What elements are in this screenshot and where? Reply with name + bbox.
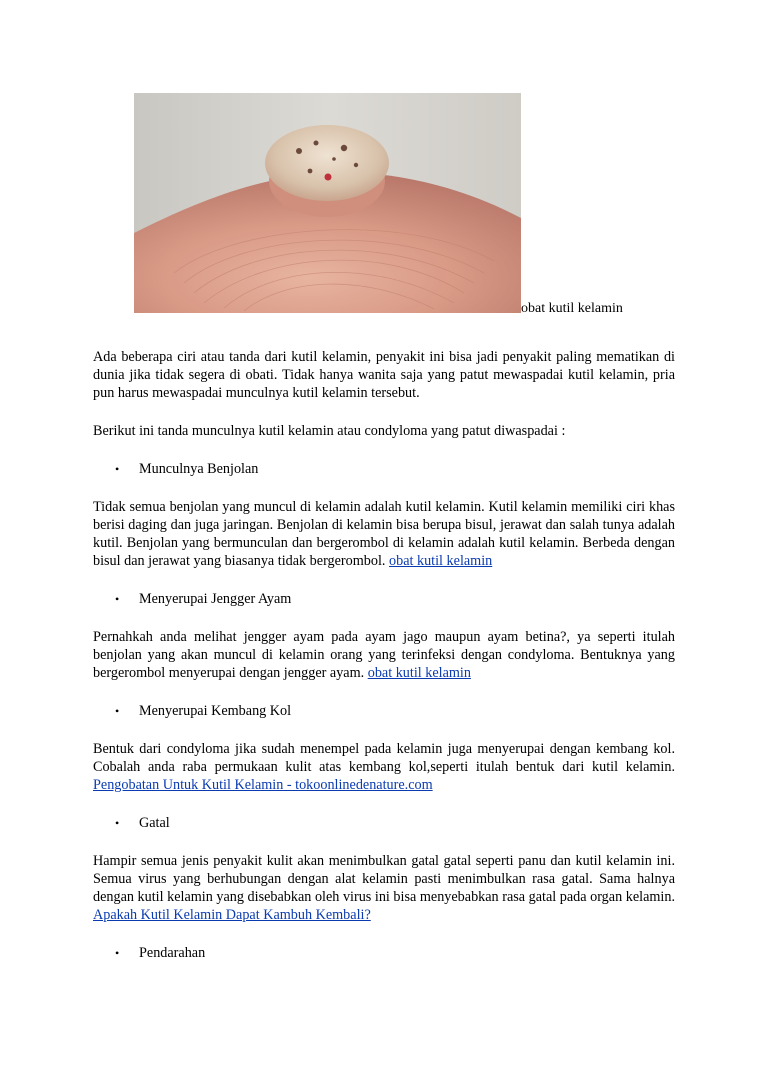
lead-paragraph: Berikut ini tanda munculnya kutil kelamin atau condyloma yang patut diwaspadai : [93,423,566,439]
bullet-icon: • [115,946,120,960]
bullet-heading: Gatal [139,815,170,831]
article-link[interactable]: obat kutil kelamin [367,665,471,681]
finger-wart-image [134,93,521,313]
article-link[interactable]: obat kutil kelamin [389,553,493,569]
bullet-icon: • [115,462,120,476]
bullet-icon: • [115,592,120,606]
section-paragraph: Bentuk dari condyloma jika sudah menempel pada kelamin juga menyerupai dengan kembang kol. Cobalah anda raba permukaan kulit atas kembang kol,seperti itulah bentuk dari kutil kelamin. Pengobatan Untuk Kutil Kelamin - tokoonlinedenature.com [93,741,675,793]
bullet-item [93,702,675,720]
bullet-heading: Menyerupai Jengger Ayam [139,591,292,607]
bullet-item [93,814,675,832]
section-paragraph: Hampir semua jenis penyakit kulit akan menimbulkan gatal gatal seperti panu dan kutil kelamin ini. Semua virus yang berhubungan dengan alat kelamin pasti menimbulkan rasa gatal. Sama halnya dengan kutil kelamin yang disebabkan oleh virus ini bisa menyebabkan rasa gatal pada organ kelamin. Apakah Kutil Kelamin Dapat Kambuh Kembali? [93,853,675,923]
article-link[interactable]: Pengobatan Untuk Kutil Kelamin - tokoonlinedenature.com [93,777,433,793]
bullet-heading: Menyerupai Kembang Kol [139,703,292,719]
section-paragraph: Pernahkah anda melihat jengger ayam pada ayam jago maupun ayam betina?, ya seperti itulah benjolan yang akan muncul di kelamin orang yang terinfeksi dengan condyloma. Bentuknya yang bergerombol menyerupai dengan jengger ayam. obat kutil kelamin [93,629,675,681]
article-link[interactable]: Apakah Kutil Kelamin Dapat Kambuh Kembali? [93,907,371,923]
bullet-item [93,460,675,478]
image-caption: obat kutil kelamin [521,301,623,316]
bullet-item [93,944,675,962]
wart-photo [134,93,521,313]
bullet-item [93,590,675,608]
bullet-icon: • [115,704,120,718]
article-body [93,348,675,962]
intro-paragraph: Ada beberapa ciri atau tanda dari kutil kelamin, penyakit ini bisa jadi penyakit paling mematikan di dunia jika tidak segera di obati. Tidak hanya wanita saja yang patut mewaspadai kutil kelamin, pria pun harus mewaspadai munculnya kutil kelamin tersebut. [93,349,675,401]
bullet-heading: Pendarahan [139,945,206,961]
bullet-icon: • [115,816,120,830]
bullet-heading: Munculnya Benjolan [139,461,259,477]
section-paragraph: Tidak semua benjolan yang muncul di kelamin adalah kutil kelamin. Kutil kelamin memiliki ciri khas berisi daging dan juga jaringan. Benjolan di kelamin bisa berupa bisul, jerawat dan salah tunya adalah kutil. Benjolan yang bermunculan dan bergerombol di kelamin adalah kutil kelamin. Berbeda dengan bisul dan jerawat yang biasanya tidak bergerombol. obat kutil kelamin [93,499,675,569]
